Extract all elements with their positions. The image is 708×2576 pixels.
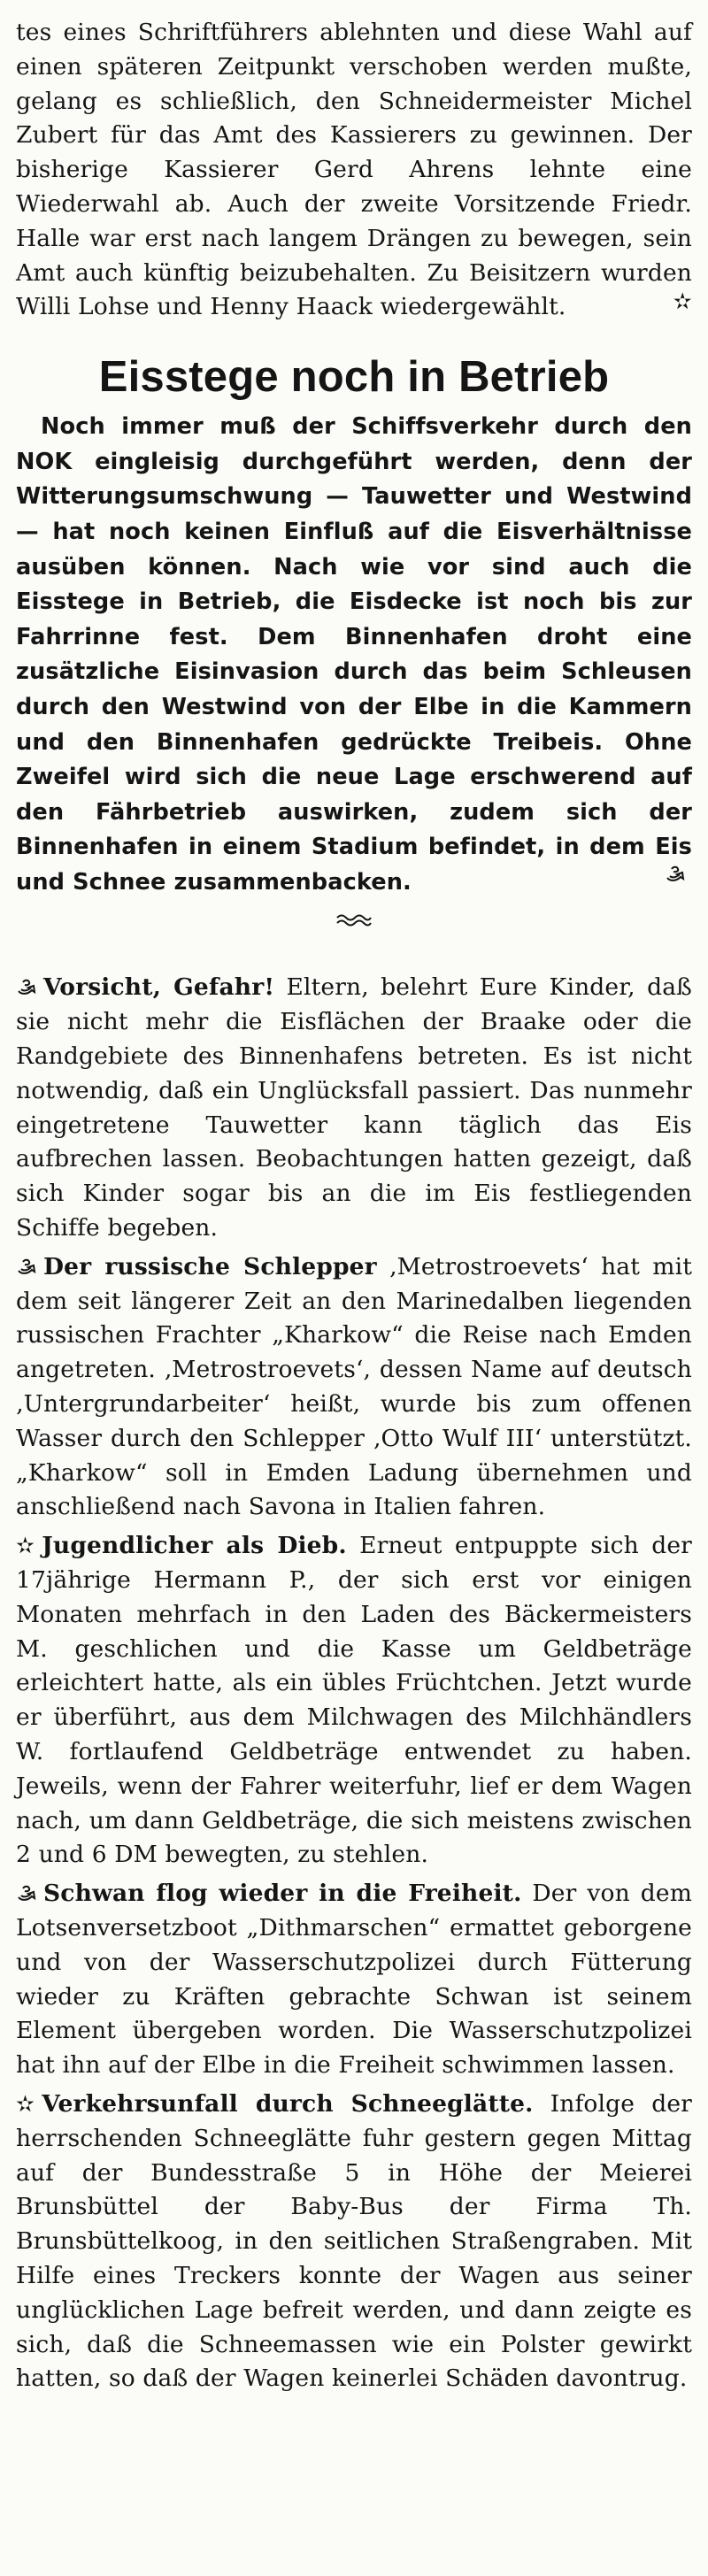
- headline: Eisstege noch in Betrieb: [98, 353, 610, 402]
- anchor-icon: [16, 1258, 37, 1276]
- wave-icon: [335, 911, 373, 933]
- star-icon: ✫: [16, 2090, 35, 2117]
- lead-paragraph: [16, 410, 692, 900]
- star-icon: ✫: [673, 288, 692, 315]
- article-kicker: Der russische Schlepper: [43, 1252, 377, 1280]
- intro-text: tes eines Schriftführers ablehnten und diese Wahl auf einen späteren Zeitpunkt verschoben werden mußte, gelang es schließlich, den Schneidermeister Michel Zubert für das Amt des Kassierers zu gewinnen. Der bisherige Kassierer Gerd Ahrens lehnte eine Wiederwahl ab. Auch der zweite Vorsitzende Friedr. Halle war erst nach langem Drängen zu bewegen, sein Amt auch künftig beizubehalten. Zu Beisitzern wurden Willi Lohse und Henny Haack wiedergewählt.: [16, 19, 692, 321]
- article-verkehrsunfall: [16, 2088, 692, 2396]
- article-kicker: Jugendlicher als Dieb.: [42, 1532, 347, 1560]
- article-body: ‚Metrostroevets‘ hat mit dem seit längerer Zeit an den Marinedalben liegenden russischen Frachter „Kharkow“ die Reise nach Emden angetreten. ‚Metrostroevets‘, dessen Name auf deutsch ‚Untergrundarbeiter‘ heißt, wurde bis zum offenen Wasser durch den Schlepper ‚Otto Wulf III‘ unterstützt. „Kharkow“ soll in Emden Ladung übernehmen und anschließend nach Savona in Italien fahren.: [16, 1252, 692, 1521]
- article-russischer-schlepper: [16, 1250, 692, 1525]
- article-kicker: Vorsicht, Gefahr!: [43, 973, 275, 1002]
- article-kicker: Schwan flog wieder in die Freiheit.: [43, 1880, 522, 1908]
- lead-text: Noch immer muß der Schiffsverkehr durch den NOK eingleisig durchgeführt werden, denn der Witterungsumschwung — Tauwetter und Westwind — hat noch keinen Einfluß auf die Eisverhältnisse ausüben können. Nach wie vor sind auch die Eisstege in Betrieb, die Eisdecke ist noch bis zur Fahrrinne fest. Dem Binnenhafen droht eine zusätzliche Eisinvasion durch das beim Schleusen durch den Westwind von der Elbe in die Kammern und den Binnenhafen gedrückte Treibeis. Ohne Zweifel wird sich die neue Lage erschwerend auf den Fährbetrieb auswirken, zudem sich der Binnenhafen in einem Stadium befindet, in dem Eis und Schnee zusammenbacken.: [16, 413, 692, 896]
- article-kicker: Verkehrsunfall durch Schneeglätte.: [42, 2089, 534, 2118]
- anchor-icon: [16, 1885, 37, 1903]
- article-body: Erneut entpuppte sich der 17jährige Hermann P., der sich erst vor einigen Monaten mehrfach in den Laden des Bäckermeisters M. geschlichen und die Kasse um Geldbeträge erleichtert hatte, als ein übles Früchtchen. Jetzt wurde er überführt, aus dem Milchwagen des Milchhändlers W. fortlaufend Geldbeträge entwendet zu haben. Jeweils, wenn der Fahrer weiterfuhr, lief er dem Wagen nach, um dann Geldbeträge, die sich meistens zwischen 2 und 6 DM bewegten, zu stehlen.: [16, 1532, 692, 1869]
- intro-paragraph: [16, 16, 692, 325]
- article-schwan: [16, 1877, 692, 2083]
- anchor-icon: [16, 979, 37, 996]
- article-vorsicht-gefahr: [16, 971, 692, 1245]
- star-icon: ✫: [16, 1533, 35, 1559]
- section-separator: [16, 905, 692, 939]
- article-body: Eltern, belehrt Eure Kinder, daß sie nicht mehr die Eisflächen der Braake oder die Randgebiete des Binnenhafens betreten. Es ist nicht notwendig, daß ein Unglücksfall passiert. Das nunmehr eingetretene Tauwetter kann täglich das Eis aufbrechen lassen. Beobachtungen hatten gezeigt, daß sich Kinder sogar bis an die im Eis festliegenden Schiffe begeben.: [16, 973, 692, 1242]
- article-body: Der von dem Lotsenversetzboot „Dithmarschen“ ermattet geborgene und von der Wasserschutzpolizei durch Fütterung wieder zu Kräften gebrachte Schwan ist seinem Element übergeben worden. Die Wasserschutzpolizei hat ihn auf der Elbe in die Freiheit schwimmen lassen.: [16, 1880, 692, 2080]
- article-jugendlicher-dieb: [16, 1529, 692, 1872]
- article-body: Infolge der herrschenden Schneeglätte fuhr gestern gegen Mittag auf der Bundesstraße 5 in Höhe der Meierei Brunsbüttel der Baby-Bus der Firma Th. Brunsbüttelkoog, in den seitlichen Straßengraben. Mit Hilfe eines Treckers konnte der Wagen aus seiner unglücklichen Lage befreit werden, und dann zeigte es sich, daß die Schneemassen wie ein Polster gewirkt hatten, so daß der Wagen keinerlei Schäden davontrug.: [16, 2089, 692, 2393]
- anchor-icon: [665, 865, 686, 883]
